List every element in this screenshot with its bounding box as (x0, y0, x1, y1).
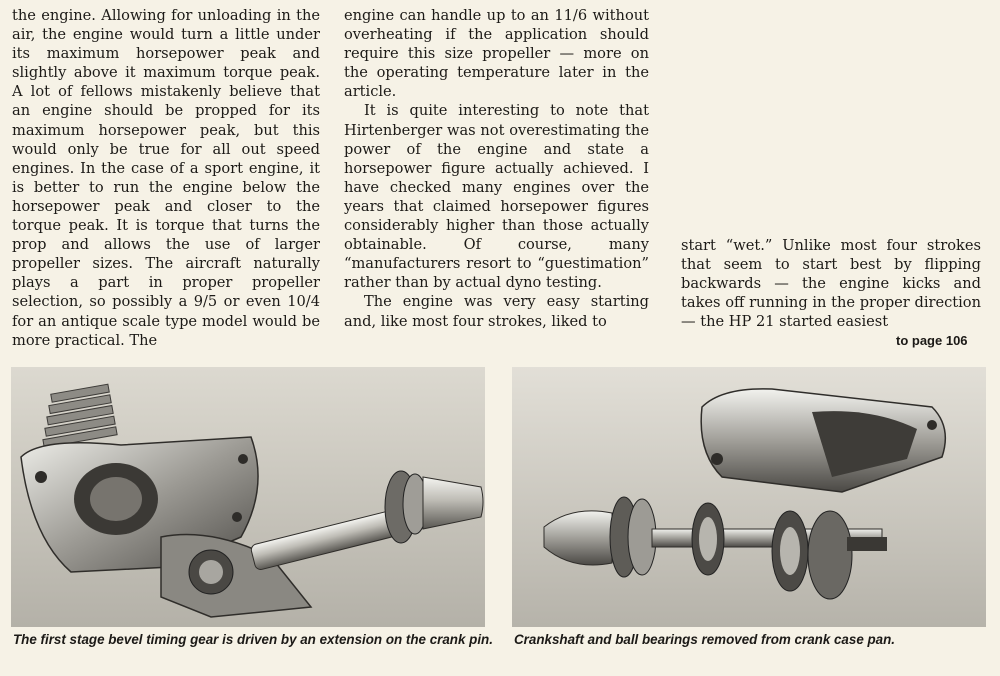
article-column-2 (344, 6, 649, 331)
engine-timing-gear-photo (11, 367, 485, 627)
continued-on-page: to page 106 (896, 333, 968, 348)
paragraph: the engine. Allowing for unloading in the air, the engine would turn a little under its maximum horsepower peak and slightly above it maximum torque peak. A lot of fellows mistakenly believe that an engine should be propped for its maximum horsepower peak, but this would only be true for all out speed engines. In the case of a sport engine, it is better to run the engine below the horsepower peak and closer to the torque peak. It is torque that turns the prop and allows the use of larger propeller sizes. The aircraft naturally plays a part in proper propeller selection, so possibly a 9/5 or even 10/4 for an antique scale type model would be more practical. The (12, 7, 320, 349)
paragraph: It is quite interesting to note that Hirtenberger was not overestimating the power of the engine and state a horsepower figure actually achieved. I have checked many engines over the years that claimed horsepower figures considerably higher than those actually obtainable. Of course, many “manufacturers resort to “guestimation” rather than by actual dyno testing. (344, 102, 649, 292)
article-column-1 (12, 6, 320, 350)
paragraph: start “wet.” Unlike most four strokes that seem to start best by flipping backwards — the engine kicks and takes off running in the proper direction — the HP 21 started easiest (681, 237, 981, 331)
paragraph: The engine was very easy starting and, like most four strokes, liked to (344, 293, 649, 330)
engine-photo-illustration (11, 367, 485, 627)
crankshaft-photo-illustration (512, 367, 986, 627)
paragraph: engine can handle up to an 11/6 without overheating if the application should require this size propeller — more on the operating temperature later in the article. (344, 7, 649, 101)
right-photo-caption: Crankshaft and ball bearings removed from crank case pan. (514, 632, 896, 647)
crankshaft-bearings-photo (512, 367, 986, 627)
article-column-3 (681, 236, 981, 331)
left-photo-caption: The first stage bevel timing gear is driven by an extension on the crank pin. (13, 632, 493, 647)
